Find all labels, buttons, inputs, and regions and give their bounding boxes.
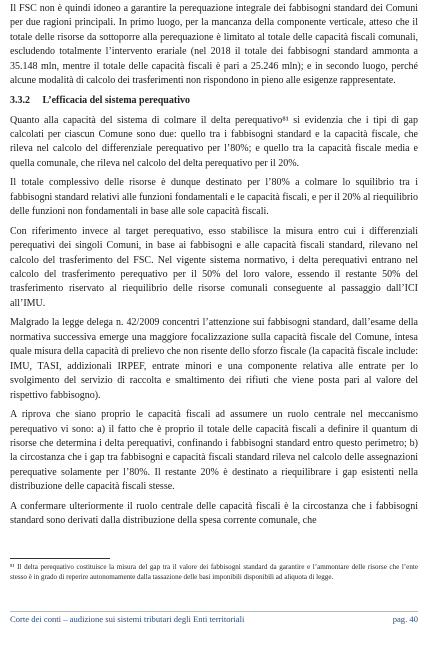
section-number: 3.3.2 xyxy=(10,94,30,106)
paragraph-target: Con riferimento invece al target perequativo, esso stabilisce la misura entro cui i differenziali perequativi dei singoli Comuni, in base ai fabbisogni e alle capacità fiscali standard, rilevano nel calcolo del trasferimento del FSC. Nel vigente sistema normativo, i delta perequativi entrano nel calcolo del trasferimento perequativo per il 50% del loro valore, essendo il restante 50% del trasferimento riservato al riequilibrio delle risorse comunali conseguente al passaggio dall’ICI all’IMU. xyxy=(10,225,418,309)
footer-divider xyxy=(10,611,418,612)
page-number: pag. 40 xyxy=(392,614,418,624)
section-title: L’efficacia del sistema perequativo xyxy=(42,94,190,106)
body-text xyxy=(10,2,418,534)
section-heading xyxy=(10,94,418,108)
paragraph-legge-delega: Malgrado la legge delega n. 42/2009 concentri l’attenzione sui fabbisogni standard, dall’esame della normativa successiva emerge una maggiore focalizzazione sulla capacità fiscale del Comune, intesa quale misura della capacità di prelievo che non risente dello sforzo fiscale (la capacità fiscale include: IMU, TASI, addizionali IRPEF, entrate minori e una componente relativa alle entrate per lo svolgimento del servizio di raccolta e smaltimento dei rifiuti che viene posta pari al valore del rispettivo fabbisogno). xyxy=(10,317,418,401)
paragraph-fsc: Il FSC non è quindi idoneo a garantire la perequazione integrale dei fabbisogni standard dei Comuni per due ragioni principali. In primo luogo, per la mancanza della componente verticale, atteso che il totale delle risorse da sottoporre alla perequazione è limitato al totale delle capacità fiscali comunali, escludendo totalmente l’intervento erariale (nel 2018 il totale dei fabbisogni standard ammonta a 35.148 mln, mentre il totale delle capacità fiscali è pari a 25.246 mln); e in secondo luogo, perché alcune modalità di calcolo dei trasferimenti non rispondono in pieno alle esigenze rappresentate. xyxy=(10,3,418,87)
footnote-divider xyxy=(10,558,110,559)
paragraph-delta: Quanto alla capacità del sistema di colmare il delta perequativo⁸¹ si evidenzia che i tipi di gap calcolati per ciascun Comune sono due: quello tra i fabbisogni standard e la capacità fiscale, che rileva nel calcolo del differenziale perequativo per l’80%; e quello tra la capacità fiscale media e quella comunale, che rileva nel calcolo del delta perequativo per il 20%. xyxy=(10,114,418,169)
paragraph-riprova: A riprova che siano proprio le capacità fiscali ad assumere un ruolo centrale nel meccanismo perequativo vi sono: a) il fatto che è proprio il totale delle capacità fiscali a definire il quantum di risorse che determina i delta perequativi, confinando i fabbisogni standard entro questo perimetro; b) la circostanza che i gap tra fabbisogni e capacità fiscali standard rileva nel calcolo delle assegnazioni perequative solamente per l’80%. Il restante 20% è destinato a riequilibrare i gap esistenti nella distribuzione delle capacità fiscali stesse. xyxy=(10,409,418,493)
paragraph-confermare: A confermare ulteriormente il ruolo centrale delle capacità fiscali è la circostanza che i fabbisogni standard sono derivati dalla distribuzione della spesa corrente comunale, che xyxy=(10,500,418,527)
paragraph-risorse: Il totale complessivo delle risorse è dunque destinato per l’80% a colmare lo squilibrio tra i fabbisogni standard relativi alle funzioni fondamentali e le capacità fiscali, e per il 20% al riequilibrio delle funzioni non fondamentali in base alle sole capacità fiscali. xyxy=(10,177,418,218)
footer-title: Corte dei conti – audizione sui sistemi tributari degli Enti territoriali xyxy=(10,614,245,624)
footnote-81: ⁸¹ Il delta perequativo costituisce la misura del gap tra il valore dei fabbisogni standard da garantire e l’ammontare delle risorse che l’ente stesso è in grado di reperire autonomamente dalla tassazione delle basi imponibili disponibili ad aliquota di legge. xyxy=(10,563,418,582)
